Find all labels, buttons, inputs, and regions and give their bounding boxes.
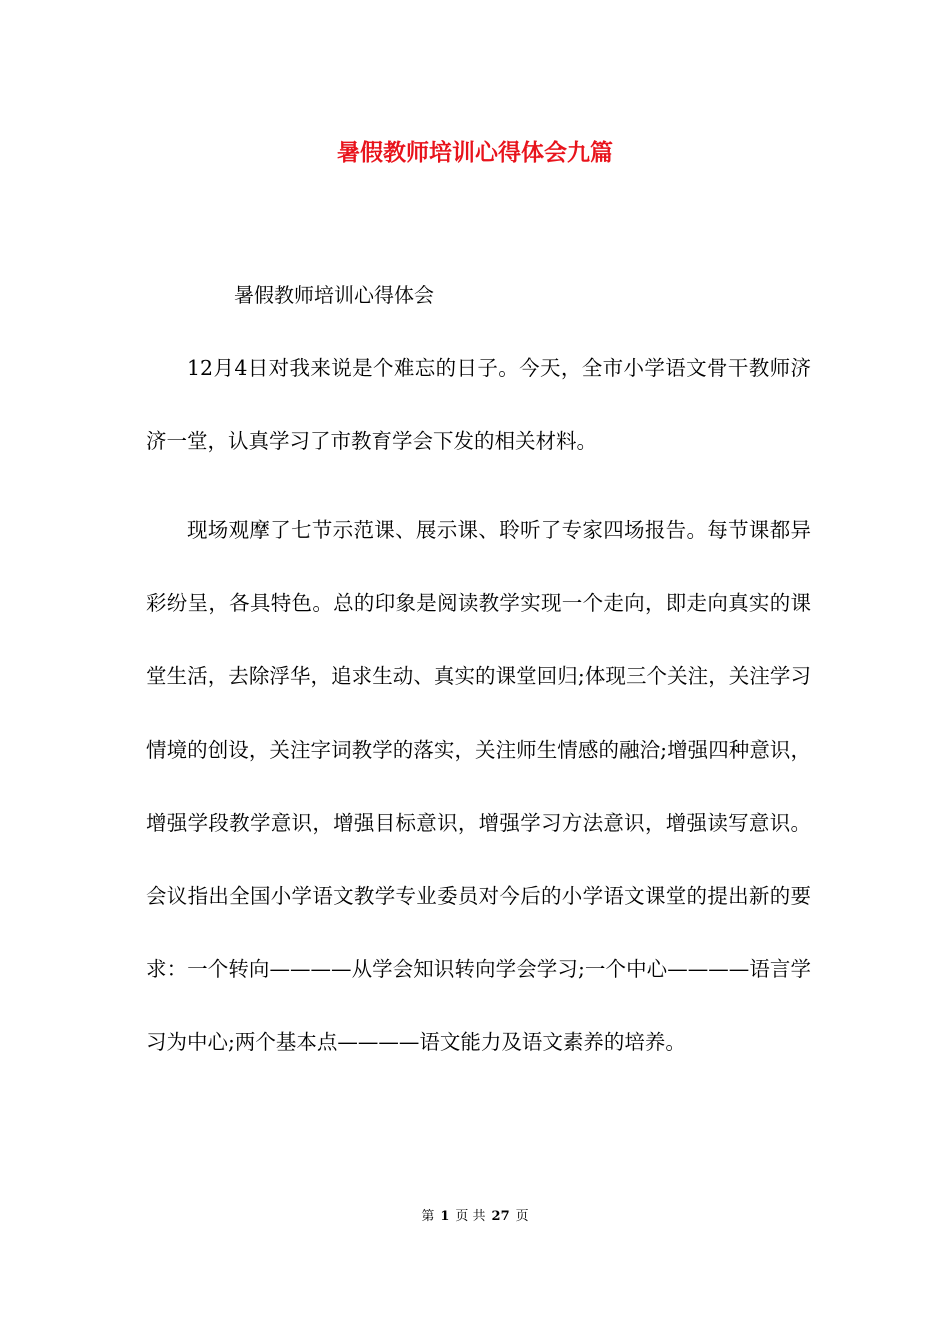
footer-middle: 页 共 [455, 1209, 486, 1224]
current-page-number: 1 [440, 1209, 450, 1224]
total-page-count: 27 [491, 1209, 510, 1224]
footer-prefix: 第 [421, 1209, 435, 1224]
footer-suffix: 页 [515, 1209, 529, 1224]
document-title: 暑假教师培训心得体会九篇 [337, 139, 613, 166]
paragraph-1 [146, 332, 811, 478]
paragraph-2 [146, 494, 811, 1080]
page-footer [0, 1205, 950, 1224]
paragraph-text: 12月4日对我来说是个难忘的日子。今天，全市小学语文骨干教师济济一堂，认真学习了市教育学会下发的相关材料。 [146, 356, 811, 454]
section-subtitle: 暑假教师培训心得体会 [234, 283, 434, 307]
paragraph-text: 现场观摩了七节示范课、展示课、聆听了专家四场报告。每节课都异彩纷呈，各具特色。总的印象是阅读教学实现一个走向，即走向真实的课堂生活，去除浮华，追求生动、真实的课堂回归;体现三个关注，关注学习情境的创设，关注字词教学的落实，关注师生情感的融洽;增强四种意识，增强学段教学意识，增强目标意识，增强学习方法意识，增强读写意识。会议指出全国小学语文教学专业委员对今后的小学语文课堂的提出新的要求：一个转向————从学会知识转向学会学习;一个中心————语言学习为中心;两个基本点————语文能力及语文素养的培养。 [146, 518, 811, 1055]
